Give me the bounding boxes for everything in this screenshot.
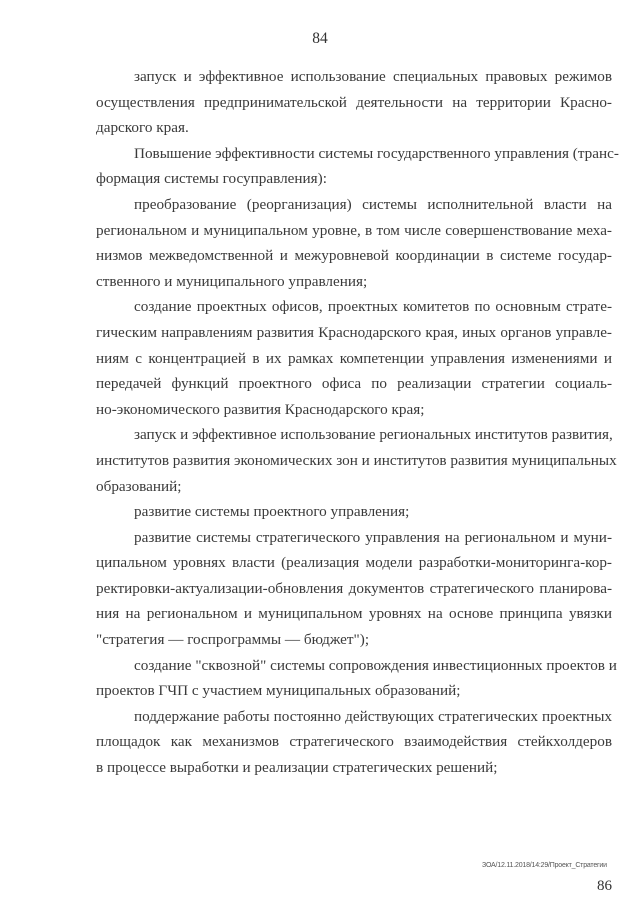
text-line: запуск и эффективное использование региональных институтов развития, xyxy=(134,426,613,444)
paragraph-development-institutes xyxy=(96,422,617,499)
text-line: ния на региональном и муниципальном уровнях на основе принципа увязки xyxy=(96,605,612,623)
text-line: ректировки-актуализации-обновления документов стратегического планирова- xyxy=(96,579,612,597)
text-line: развитие системы стратегического управления на региональном и муни- xyxy=(134,528,612,546)
text-line: площадок как механизмов стратегического взаимодействия стейкхолдеров xyxy=(96,733,612,751)
text-line: дарского края. xyxy=(96,119,189,137)
text-line: создание "сквозной" системы сопровождения инвестиционных проектов и xyxy=(134,656,617,674)
document-body xyxy=(96,64,619,781)
text-line: ственного и муниципального управления; xyxy=(96,272,368,290)
text-line: проектов ГЧП с участием муниципальных образований; xyxy=(96,682,461,700)
text-line: запуск и эффективное использование специальных правовых режимов xyxy=(134,68,612,85)
paragraph-special-regimes xyxy=(96,64,612,141)
text-line: образований; xyxy=(96,477,182,495)
paragraph-project-offices xyxy=(96,294,612,422)
text-line: осуществления предпринимательской деятельности на территории Красно- xyxy=(96,93,612,111)
text-line: гическим направлениям развития Краснодарского края, иных органов управле- xyxy=(96,323,612,341)
text-line: преобразование (реорганизация) системы исполнительной власти на xyxy=(134,195,612,213)
sheet-number: 86 xyxy=(597,878,612,894)
paragraph-reorganization xyxy=(96,192,612,294)
page-number: 84 xyxy=(312,30,328,47)
text-line: формация системы госуправления): xyxy=(96,170,327,188)
text-line: региональном и муниципальном уровне, в том числе совершенствование меха- xyxy=(96,221,612,239)
text-line: институтов развития экономических зон и институтов развития муниципальных xyxy=(96,451,617,469)
text-line: поддержание работы постоянно действующих стратегических проектных xyxy=(134,707,612,725)
paragraph-heading-governance xyxy=(96,141,619,192)
paragraph-investment-support xyxy=(96,653,617,704)
paragraph-strategic-management xyxy=(96,525,612,653)
text-line: ниям с концентрацией в их рамках компетенции управления изменениями и xyxy=(96,349,612,367)
text-line: ципальном уровнях власти (реализация модели разработки-мониторинга-кор- xyxy=(96,554,612,572)
text-line: передачей функций проектного офиса по реализации стратегии социаль- xyxy=(96,375,612,393)
footer-file-code: ЗОА/12.11.2018/14:29/Проект_Стратегии xyxy=(482,862,607,869)
text-line: развитие системы проектного управления; xyxy=(134,503,410,521)
paragraph-strategic-platforms xyxy=(96,704,612,781)
text-line: но-экономического развития Краснодарского края; xyxy=(96,400,425,418)
text-line: Повышение эффективности системы государственного управления (транс- xyxy=(134,144,619,162)
paragraph-project-management xyxy=(96,499,612,525)
text-line: "стратегия — госпрограммы — бюджет"); xyxy=(96,631,370,649)
text-line: низмов межведомственной и межуровневой координации в системе государ- xyxy=(96,247,612,265)
text-line: создание проектных офисов, проектных комитетов по основным страте- xyxy=(134,298,612,316)
text-line: в процессе выработки и реализации стратегических решений; xyxy=(96,759,498,777)
